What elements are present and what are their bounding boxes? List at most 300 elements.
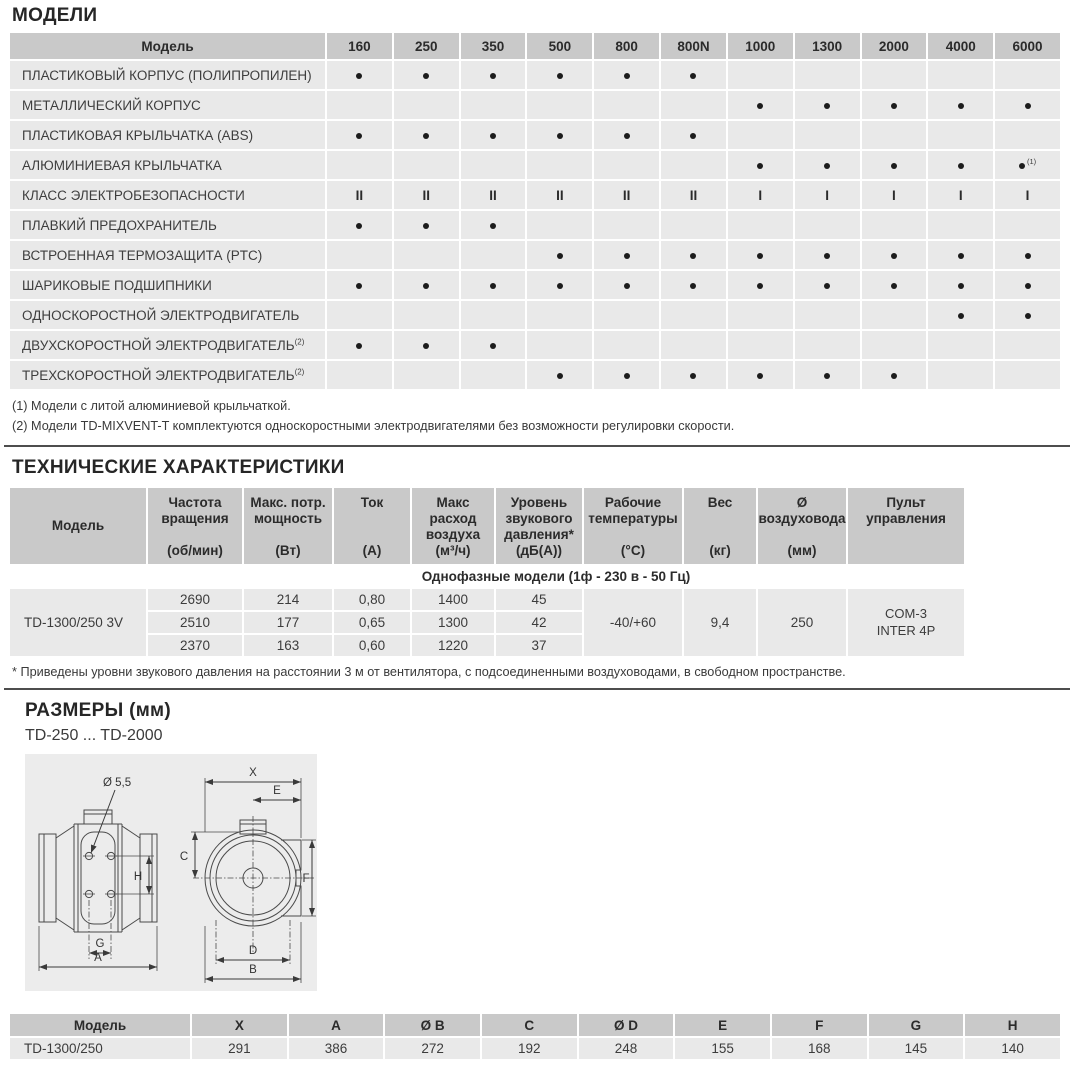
feature-cell xyxy=(594,151,659,179)
bullet-dot xyxy=(891,253,897,259)
bullet-dot xyxy=(958,103,964,109)
bullet-dot xyxy=(624,283,630,289)
bullet-dot xyxy=(423,133,429,139)
feature-cell xyxy=(795,241,860,269)
feature-cell xyxy=(728,331,793,359)
bullet-dot xyxy=(1025,283,1031,289)
bullet-dot xyxy=(557,253,563,259)
feature-cell xyxy=(594,271,659,299)
feature-cell xyxy=(394,151,459,179)
bullet-dot xyxy=(824,253,830,259)
feature-label: КЛАСС ЭЛЕКТРОБЕЗОПАСНОСТИ xyxy=(10,181,325,209)
tech-header-cell xyxy=(496,488,582,564)
tech-value-cell: 37 xyxy=(496,635,582,656)
bullet-dot xyxy=(690,373,696,379)
feature-cell xyxy=(394,121,459,149)
tech-header-cell xyxy=(334,488,410,564)
tech-value-cell: 0,60 xyxy=(334,635,410,656)
feature-cell xyxy=(594,361,659,389)
bullet-dot xyxy=(958,313,964,319)
feature-cell xyxy=(728,211,793,239)
bullet-dot xyxy=(490,283,496,289)
tech-header-cell xyxy=(244,488,332,564)
feature-cell xyxy=(527,271,592,299)
tech-table-body xyxy=(10,566,964,656)
feature-cell xyxy=(594,211,659,239)
weight-cell: 9,4 xyxy=(684,589,756,656)
feature-cell xyxy=(327,211,392,239)
bullet-dot xyxy=(490,73,496,79)
dim-label-g: G xyxy=(95,938,105,951)
feature-cell xyxy=(661,61,726,89)
dims-subtitle: TD-250 ... TD-2000 xyxy=(25,727,163,745)
feature-cell: II xyxy=(461,181,526,209)
feature-cell xyxy=(862,211,927,239)
models-table-row xyxy=(10,91,1060,119)
feature-cell xyxy=(862,91,927,119)
feature-cell xyxy=(928,361,993,389)
dims-header-cell: A xyxy=(289,1014,384,1036)
tech-value-cell: 0,65 xyxy=(334,612,410,633)
feature-label: ПЛАСТИКОВАЯ КРЫЛЬЧАТКА (ABS) xyxy=(10,121,325,149)
feature-cell xyxy=(394,361,459,389)
feature-cell xyxy=(661,121,726,149)
feature-cell xyxy=(995,151,1060,179)
footnote-marker: (1) xyxy=(1026,157,1037,166)
feature-cell xyxy=(862,61,927,89)
feature-cell xyxy=(728,61,793,89)
bullet-dot xyxy=(423,223,429,229)
feature-cell xyxy=(928,151,993,179)
tech-value-cell: 214 xyxy=(244,589,332,610)
feature-cell: II xyxy=(527,181,592,209)
feature-cell xyxy=(394,301,459,329)
models-header-col: 800 xyxy=(594,33,659,59)
feature-cell xyxy=(461,151,526,179)
feature-cell xyxy=(327,121,392,149)
tech-header-row xyxy=(10,488,964,564)
feature-cell xyxy=(327,301,392,329)
bullet-dot xyxy=(891,163,897,169)
models-header-col: 1300 xyxy=(795,33,860,59)
remote-control-line: COM-3 xyxy=(885,605,927,621)
feature-cell xyxy=(728,271,793,299)
bullet-dot xyxy=(557,73,563,79)
feature-cell xyxy=(527,361,592,389)
feature-cell xyxy=(928,211,993,239)
feature-cell xyxy=(661,211,726,239)
tech-column-unit: (мм) xyxy=(787,542,817,558)
dim-label-a: A xyxy=(94,952,102,965)
bullet-dot xyxy=(490,133,496,139)
tech-value-cell: 177 xyxy=(244,612,332,633)
remote-control-cell xyxy=(848,589,964,656)
feature-cell xyxy=(795,301,860,329)
models-header-col: 250 xyxy=(394,33,459,59)
bullet-dot xyxy=(423,73,429,79)
feature-cell xyxy=(594,241,659,269)
tech-value-cell: 0,80 xyxy=(334,589,410,610)
feature-label: ТРЕХСКОРОСТНОЙ ЭЛЕКТРОДВИГАТЕЛЬ$^{(2)}$ xyxy=(10,361,325,389)
feature-cell xyxy=(795,211,860,239)
feature-cell xyxy=(327,271,392,299)
group-header-spacer xyxy=(10,566,146,587)
models-header-model: Модель xyxy=(10,33,325,59)
feature-cell xyxy=(928,241,993,269)
dims-header-cell: F xyxy=(772,1014,867,1036)
temperature-cell: -40/+60 xyxy=(584,589,682,656)
tech-value-cell: 1400 xyxy=(412,589,494,610)
feature-cell xyxy=(394,61,459,89)
models-header-row xyxy=(10,33,1060,59)
tech-value-cell: 2510 xyxy=(148,612,242,633)
feature-cell xyxy=(862,361,927,389)
feature-cell xyxy=(862,301,927,329)
feature-cell xyxy=(995,301,1060,329)
feature-cell xyxy=(394,241,459,269)
bullet-dot xyxy=(958,283,964,289)
feature-cell xyxy=(728,151,793,179)
feature-label: ОДНОСКОРОСТНОЙ ЭЛЕКТРОДВИГАТЕЛЬ xyxy=(10,301,325,329)
footnote-marker: (2) xyxy=(294,337,305,346)
feature-cell xyxy=(327,361,392,389)
bullet-dot xyxy=(958,253,964,259)
dim-label-f: F xyxy=(302,873,310,886)
models-table-body xyxy=(10,61,1060,389)
dim-label-c: C xyxy=(179,851,189,864)
feature-cell xyxy=(594,331,659,359)
feature-cell xyxy=(661,271,726,299)
dim-label-x: X xyxy=(249,767,257,780)
feature-cell xyxy=(527,211,592,239)
dims-header-row xyxy=(10,1014,1060,1036)
feature-cell xyxy=(527,121,592,149)
feature-cell xyxy=(327,61,392,89)
dim-label-e: E xyxy=(273,785,281,798)
bullet-dot xyxy=(757,103,763,109)
feature-cell xyxy=(461,301,526,329)
bullet-dot xyxy=(958,163,964,169)
dimensions-table xyxy=(8,1012,1062,1061)
models-header-col: 2000 xyxy=(862,33,927,59)
feature-cell xyxy=(327,151,392,179)
tech-column-name: Вес xyxy=(707,495,733,511)
tech-column-unit: (об/мин) xyxy=(167,542,223,558)
dimension-drawing-panel xyxy=(25,754,317,991)
models-section-title: МОДЕЛИ xyxy=(12,5,98,26)
feature-cell xyxy=(995,331,1060,359)
feature-cell xyxy=(995,61,1060,89)
footnote-2: (2) Модели TD-MIXVENT-T комплектуются односкоростными электродвигателями без возможности регулировки скорости. xyxy=(12,418,735,433)
bullet-dot xyxy=(824,373,830,379)
tech-value-cell: 42 xyxy=(496,612,582,633)
bullet-dot xyxy=(891,373,897,379)
bullet-dot xyxy=(557,133,563,139)
tech-header-cell xyxy=(412,488,494,564)
dims-table-head xyxy=(10,1014,1060,1036)
feature-cell xyxy=(461,271,526,299)
feature-cell xyxy=(594,121,659,149)
bullet-dot xyxy=(624,253,630,259)
bullet-dot xyxy=(490,343,496,349)
hole-diameter-label: Ø 5,5 xyxy=(103,777,132,790)
feature-cell xyxy=(928,271,993,299)
tech-column-unit: (кг) xyxy=(709,542,731,558)
bullet-dot xyxy=(824,103,830,109)
feature-cell xyxy=(795,331,860,359)
dims-header-cell: H xyxy=(965,1014,1060,1036)
tech-group-row xyxy=(10,566,964,587)
bullet-dot xyxy=(690,73,696,79)
feature-cell xyxy=(862,331,927,359)
models-table-row xyxy=(10,361,1060,389)
tech-section-title: ТЕХНИЧЕСКИЕ ХАРАКТЕРИСТИКИ xyxy=(12,457,345,479)
dims-header-cell: C xyxy=(482,1014,577,1036)
feature-cell xyxy=(327,91,392,119)
bullet-dot xyxy=(891,103,897,109)
feature-cell xyxy=(995,91,1060,119)
bullet-dot xyxy=(624,373,630,379)
feature-cell: I xyxy=(928,181,993,209)
feature-cell xyxy=(661,361,726,389)
bullet-dot xyxy=(356,283,362,289)
bullet-dot xyxy=(757,163,763,169)
models-table-row xyxy=(10,301,1060,329)
feature-cell: II xyxy=(594,181,659,209)
feature-cell: II xyxy=(661,181,726,209)
feature-cell xyxy=(327,331,392,359)
feature-cell xyxy=(461,91,526,119)
bullet-dot xyxy=(1019,163,1025,169)
feature-cell: II xyxy=(327,181,392,209)
models-header-col: 6000 xyxy=(995,33,1060,59)
feature-cell xyxy=(394,91,459,119)
dims-header-cell: X xyxy=(192,1014,287,1036)
bullet-dot xyxy=(557,373,563,379)
dims-value-cell: 168 xyxy=(772,1038,867,1059)
feature-cell xyxy=(862,271,927,299)
remote-control-line: INTER 4P xyxy=(876,622,936,638)
dimension-drawing xyxy=(25,754,317,991)
feature-cell xyxy=(995,121,1060,149)
dims-table-body xyxy=(10,1038,1060,1059)
models-header-col: 350 xyxy=(461,33,526,59)
tech-header-cell xyxy=(758,488,846,564)
feature-cell xyxy=(795,61,860,89)
feature-label: ВСТРОЕННАЯ ТЕРМОЗАЩИТА (PTC) xyxy=(10,241,325,269)
feature-cell xyxy=(594,91,659,119)
feature-cell xyxy=(795,91,860,119)
tech-column-name: Макс. потр. мощность xyxy=(250,495,326,527)
dim-label-d: D xyxy=(248,945,258,958)
feature-cell xyxy=(394,331,459,359)
models-table-row xyxy=(10,151,1060,179)
feature-cell xyxy=(795,121,860,149)
models-table-row xyxy=(10,331,1060,359)
dims-header-cell: Модель xyxy=(10,1014,190,1036)
tech-header-cell xyxy=(848,488,964,564)
bullet-dot xyxy=(624,73,630,79)
tech-column-name: Частота вращения xyxy=(161,495,229,527)
tech-header-cell xyxy=(584,488,682,564)
dims-model-cell: TD-1300/250 xyxy=(10,1038,190,1059)
feature-cell xyxy=(661,151,726,179)
dims-value-cell: 145 xyxy=(869,1038,964,1059)
feature-cell xyxy=(728,241,793,269)
feature-cell xyxy=(461,361,526,389)
feature-cell xyxy=(995,241,1060,269)
dims-data-row xyxy=(10,1038,1060,1059)
feature-label: МЕТАЛЛИЧЕСКИЙ КОРПУС xyxy=(10,91,325,119)
dims-section-title: РАЗМЕРЫ (мм) xyxy=(25,700,172,722)
bullet-dot xyxy=(690,253,696,259)
bullet-dot xyxy=(356,133,362,139)
tech-header-cell xyxy=(148,488,242,564)
feature-cell xyxy=(594,301,659,329)
models-header-col: 500 xyxy=(527,33,592,59)
feature-cell xyxy=(527,151,592,179)
models-header-col: 160 xyxy=(327,33,392,59)
dims-header-cell: Ø B xyxy=(385,1014,480,1036)
tech-value-cell: 2690 xyxy=(148,589,242,610)
feature-cell xyxy=(527,61,592,89)
feature-cell xyxy=(527,331,592,359)
dims-value-cell: 192 xyxy=(482,1038,577,1059)
tech-column-unit: (°С) xyxy=(620,542,646,558)
tech-column-unit: (дБ(А)) xyxy=(515,542,562,558)
feature-cell xyxy=(461,61,526,89)
bullet-dot xyxy=(356,343,362,349)
feature-cell xyxy=(795,361,860,389)
feature-cell: I xyxy=(995,181,1060,209)
models-footnotes xyxy=(12,397,1074,436)
bullet-dot xyxy=(624,133,630,139)
feature-cell xyxy=(527,241,592,269)
feature-cell xyxy=(928,61,993,89)
duct-diameter-cell: 250 xyxy=(758,589,846,656)
feature-cell: I xyxy=(862,181,927,209)
bullet-dot xyxy=(356,73,362,79)
section-divider xyxy=(4,688,1070,690)
feature-cell xyxy=(394,211,459,239)
feature-cell xyxy=(995,361,1060,389)
bullet-dot xyxy=(423,283,429,289)
bullet-dot xyxy=(1025,103,1031,109)
feature-cell xyxy=(461,211,526,239)
feature-cell xyxy=(461,331,526,359)
bullet-dot xyxy=(423,343,429,349)
feature-cell xyxy=(728,301,793,329)
feature-cell xyxy=(661,301,726,329)
tech-column-name: Уровень звукового давления* xyxy=(504,495,574,543)
tech-column-name: Ø воздуховода xyxy=(758,495,846,527)
tech-value-cell: 45 xyxy=(496,589,582,610)
bullet-dot xyxy=(1025,253,1031,259)
tech-data-row xyxy=(10,589,964,610)
tech-value-cell: 163 xyxy=(244,635,332,656)
dims-value-cell: 140 xyxy=(965,1038,1060,1059)
feature-cell xyxy=(862,121,927,149)
feature-cell: II xyxy=(394,181,459,209)
model-name-cell: TD-1300/250 3V xyxy=(10,589,146,656)
bullet-dot xyxy=(757,253,763,259)
tech-table xyxy=(8,486,966,658)
feature-cell xyxy=(728,121,793,149)
tech-column-name: Ток xyxy=(360,495,384,511)
tech-column-name: Макс расход воздуха xyxy=(425,495,481,543)
models-table-row xyxy=(10,61,1060,89)
tech-value-cell: 1220 xyxy=(412,635,494,656)
tech-column-unit: (А) xyxy=(362,542,382,558)
feature-cell xyxy=(728,361,793,389)
feature-cell xyxy=(461,121,526,149)
bullet-dot xyxy=(490,223,496,229)
phase-group-header: Однофазные модели (1ф - 230 в - 50 Гц) xyxy=(421,569,691,585)
section-divider xyxy=(4,445,1070,447)
dims-value-cell: 272 xyxy=(385,1038,480,1059)
bullet-dot xyxy=(690,283,696,289)
feature-cell xyxy=(862,151,927,179)
tech-value-cell: 2370 xyxy=(148,635,242,656)
feature-cell xyxy=(527,91,592,119)
dims-value-cell: 248 xyxy=(579,1038,674,1059)
tech-column-name: Модель xyxy=(51,518,105,534)
feature-cell xyxy=(928,121,993,149)
feature-label: АЛЮМИНИЕВАЯ КРЫЛЬЧАТКА xyxy=(10,151,325,179)
bullet-dot xyxy=(1025,313,1031,319)
dims-value-cell: 291 xyxy=(192,1038,287,1059)
feature-cell xyxy=(594,61,659,89)
feature-cell: I xyxy=(728,181,793,209)
dim-label-b: B xyxy=(249,964,257,977)
models-table-row xyxy=(10,121,1060,149)
dims-header-cell: Ø D xyxy=(579,1014,674,1036)
tech-column-unit: (м³/ч) xyxy=(435,542,471,558)
models-table-row xyxy=(10,271,1060,299)
bullet-dot xyxy=(891,283,897,289)
tech-header-cell xyxy=(684,488,756,564)
models-header-col: 1000 xyxy=(728,33,793,59)
models-header-col: 800N xyxy=(661,33,726,59)
feature-cell xyxy=(527,301,592,329)
bullet-dot xyxy=(824,163,830,169)
feature-cell xyxy=(394,271,459,299)
dim-label-h: H xyxy=(133,871,143,884)
feature-cell xyxy=(661,331,726,359)
tech-table-head xyxy=(10,488,964,564)
feature-label: ПЛАВКИЙ ПРЕДОХРАНИТЕЛЬ xyxy=(10,211,325,239)
feature-label: ДВУХСКОРОСТНОЙ ЭЛЕКТРОДВИГАТЕЛЬ$^{(2)}$ xyxy=(10,331,325,359)
feature-cell xyxy=(928,301,993,329)
models-table-row xyxy=(10,181,1060,209)
bullet-dot xyxy=(557,283,563,289)
footnote-marker: (2) xyxy=(294,367,305,376)
feature-cell xyxy=(728,91,793,119)
models-table-row xyxy=(10,211,1060,239)
tech-column-name: Рабочие температуры xyxy=(588,495,678,527)
bullet-dot xyxy=(356,223,362,229)
dims-value-cell: 155 xyxy=(675,1038,770,1059)
models-table-row xyxy=(10,241,1060,269)
feature-cell xyxy=(461,241,526,269)
tech-column-name: Пульт управления xyxy=(866,495,946,527)
feature-cell xyxy=(928,91,993,119)
feature-cell xyxy=(995,211,1060,239)
feature-cell xyxy=(995,271,1060,299)
tech-column-unit: (Вт) xyxy=(275,542,301,558)
feature-cell xyxy=(327,241,392,269)
dims-header-cell: E xyxy=(675,1014,770,1036)
